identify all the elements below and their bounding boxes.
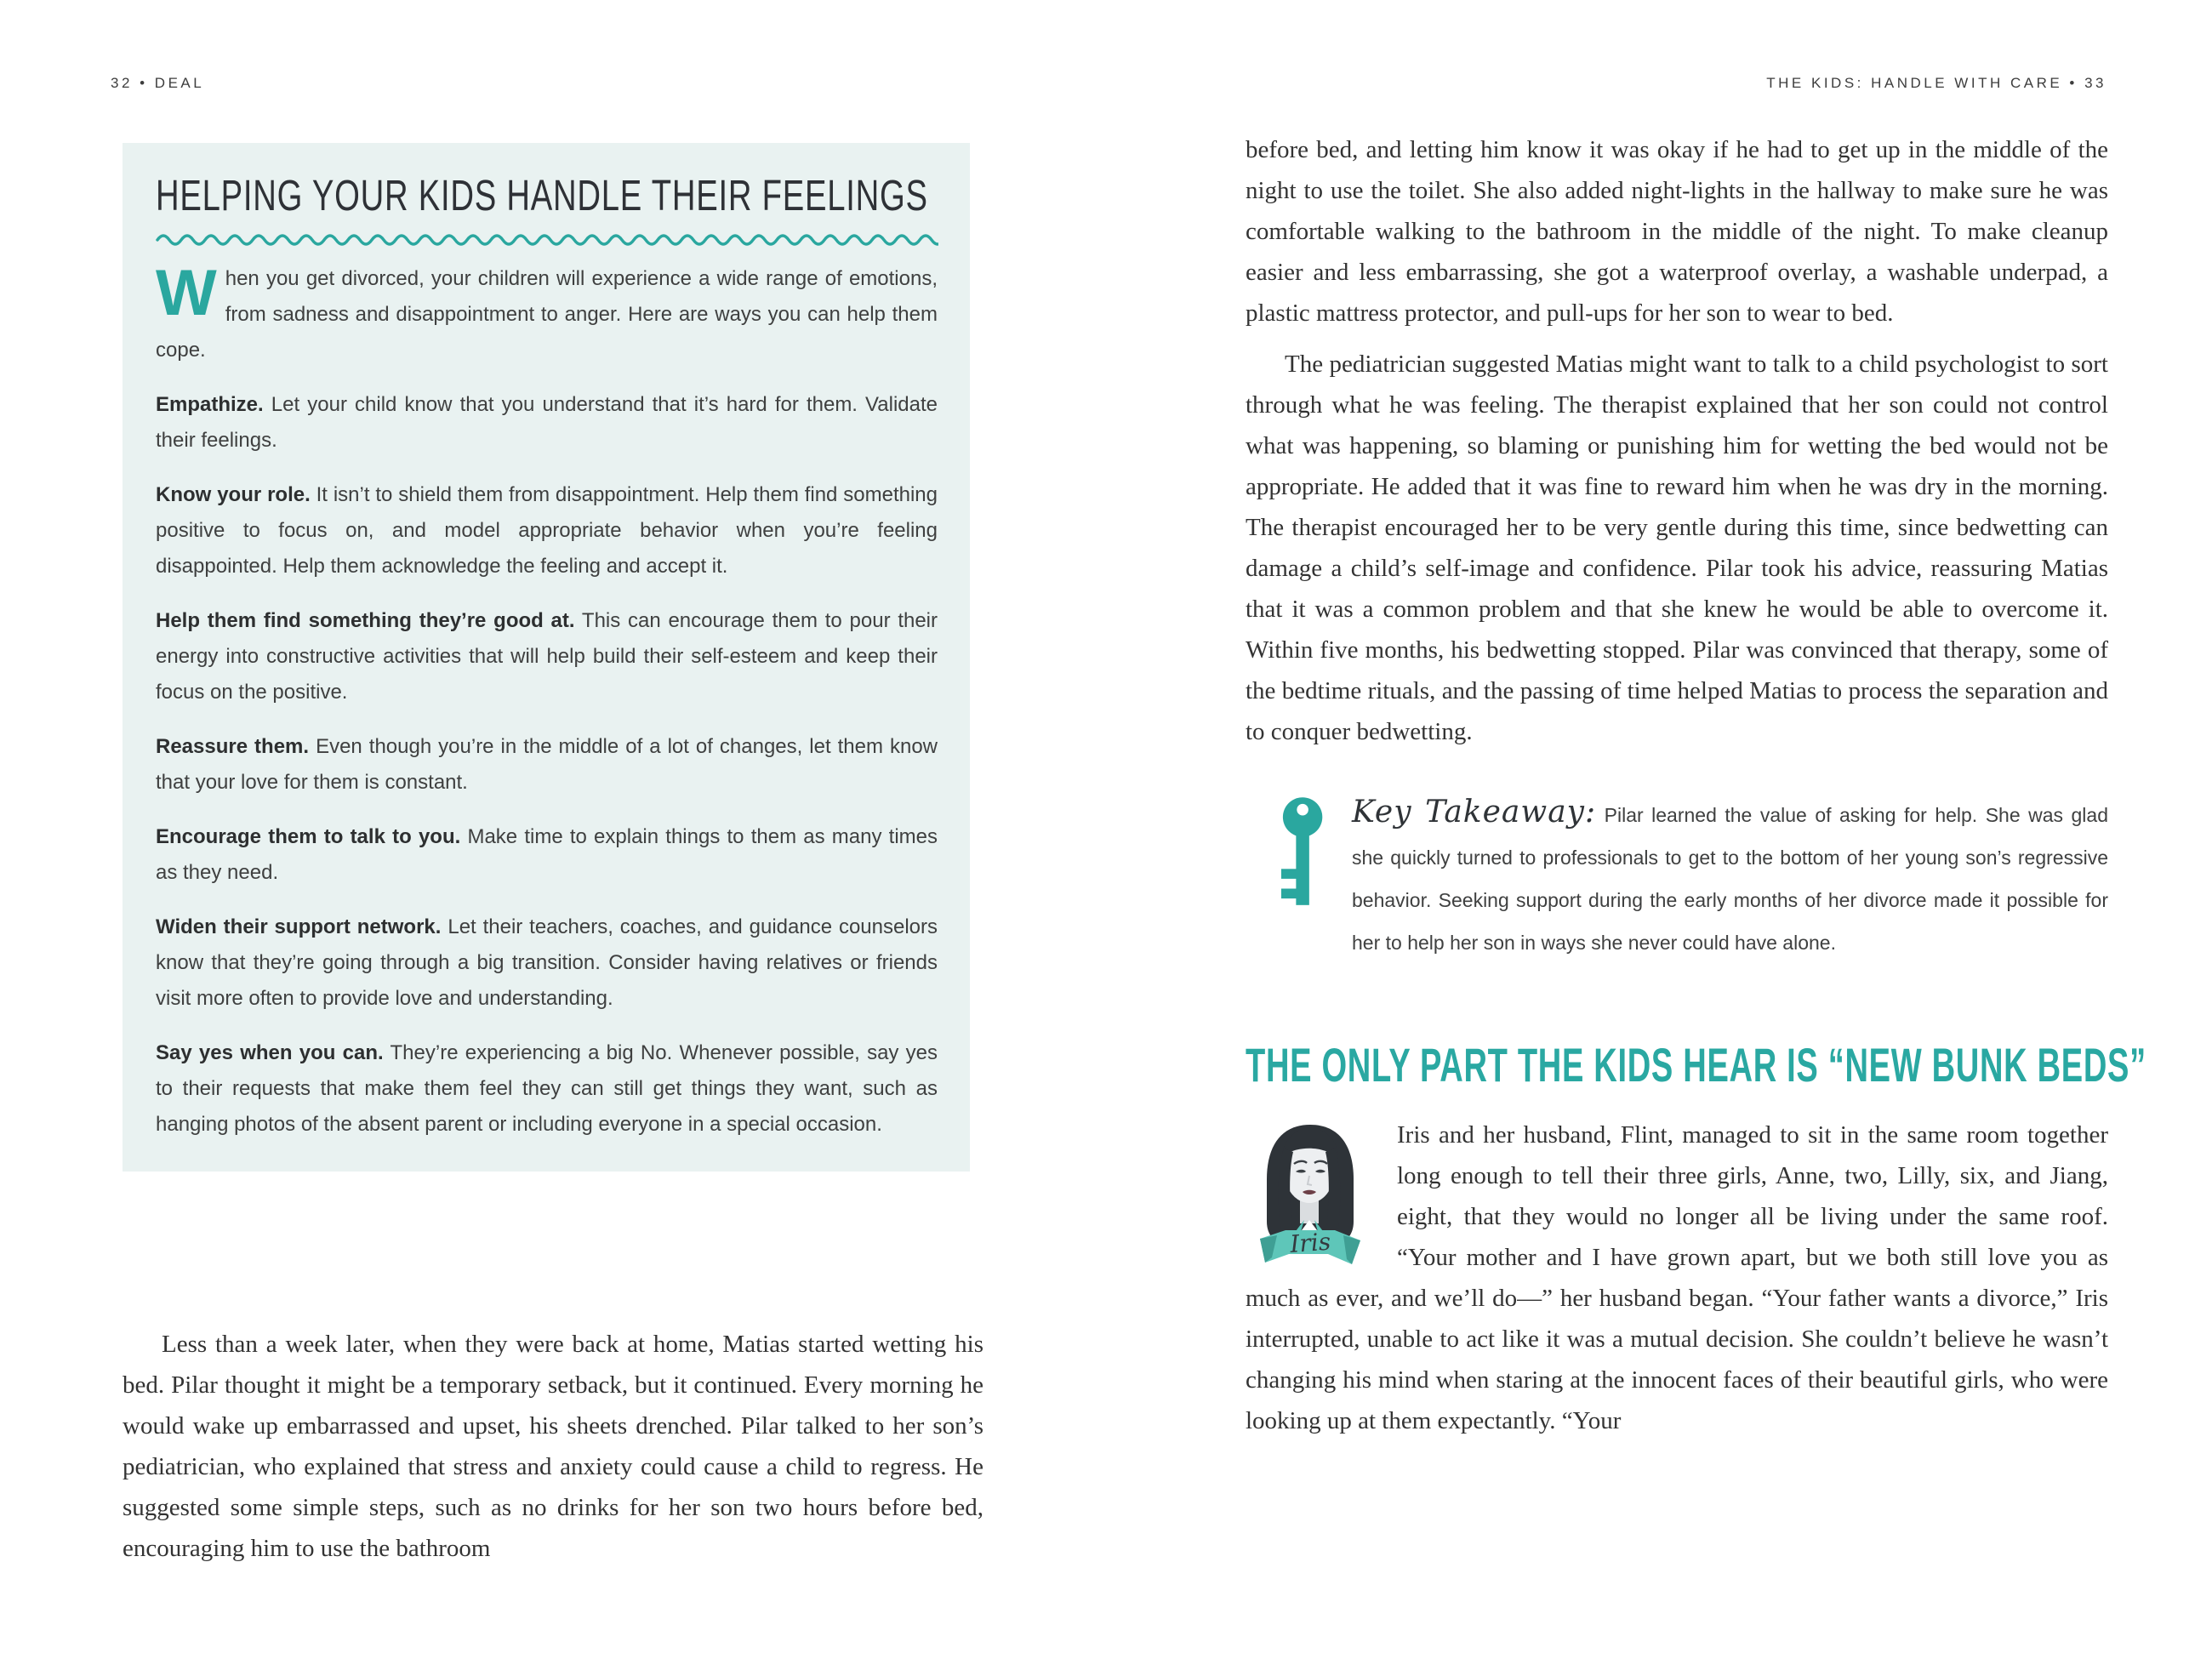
key-takeaway-paragraph [1352, 791, 2108, 964]
right-paragraph-1: before bed, and letting him know it was okay if he had to get up in the middle of the night to use the toilet. She also added night-lights in the hallway to make sure he was comfortable walking to the bathroom in the middle of the night. To make cleanup easier and less embarrassing, she got a waterproof overlay, a washable underpad, a plastic mattress protector, and pull-ups for her son to wear to bed. [1246, 136, 2108, 327]
right-page-flow [1246, 129, 2146, 1441]
tip-lead: Know your role. [156, 483, 311, 506]
iris-story-block [1246, 1115, 2108, 1441]
key-takeaway-lead: Key Takeaway: [1352, 795, 1597, 830]
page-right [1246, 0, 2146, 1659]
right-paragraph-2: The pediatrician suggested Matias might want to talk to a child psychologist to sort through what he was feeling. The therapist explained that her son could not control what was happening, so blaming or punishing him for wetting the bed would not be appropriate. He added that it was fine to reward him when he was dry in the morning. The therapist encouraged her to be very gentle during this time, since bedwetting can damage a child’s self-image and confidence. Pilar took his advice, reassuring Matias that it was a common problem and that she knew he would be able to overcome it. Within five months, his bedwetting stopped. Pilar was convinced that therapy, some of the bedtime rituals, and the passing of time helped Matias to process the separation and to conquer bedwetting. [1246, 351, 2108, 745]
tip-text: This can encourage them to pour their energy into constructive activities that will help build their self-esteem and keep their focus on the positive. [156, 609, 938, 704]
tip-text: Even though you’re in the middle of a lot of changes, let them know that your love for them is constant. [156, 735, 938, 794]
tip-encourage-talk [156, 819, 938, 891]
tip-lead: Encourage them to talk to you. [156, 825, 461, 848]
running-head-right: THE KIDS: HANDLE WITH CARE • 33 [1766, 75, 2107, 91]
tip-text: Let your child know that you understand that it’s hard for them. Validate their feelings. [156, 393, 938, 452]
tip-text: Make time to explain things to them as many times as they need. [156, 825, 938, 884]
tip-say-yes [156, 1035, 938, 1143]
key-icon [1280, 796, 1330, 907]
tip-lead: Help them find something they’re good at. [156, 609, 575, 632]
left-body-paragraph: Less than a week later, when they were back at home, Matias started wetting his bed. Pilar thought it might be a temporary setback, but it continued. Every morning he would wake up embarrassed and upset, his sheets drenched. Pilar talked to her son’s pediatrician, who explained that stress and anxiety could cause a child to regress. He suggested some simple steps, such as no drinks for her son two hours before bed, encouraging him to use the bathroom [123, 1331, 983, 1562]
tip-lead: Widen their support network. [156, 915, 442, 938]
dropcap-letter: W [156, 257, 217, 329]
iris-portrait-illustration [1246, 1120, 1375, 1266]
running-head-left: 32 • DEAL [111, 75, 205, 91]
box-title: HELPING YOUR KIDS HANDLE THEIR FEELINGS [156, 171, 928, 219]
callout-box [123, 143, 970, 1172]
section-heading-new-bunk-beds: THE ONLY PART THE KIDS HEAR IS “NEW BUNK BEDS” [1246, 1038, 2146, 1092]
wavy-divider-icon [156, 232, 938, 248]
tip-support-network [156, 909, 938, 1017]
tip-lead: Say yes when you can. [156, 1041, 384, 1064]
tip-lead: Empathize. [156, 393, 264, 416]
tip-text: They’re experiencing a big No. Whenever possible, say yes to their requests that make them feel they can still get things they want, such as hanging photos of the absent parent or including everyone in a special occasion. [156, 1041, 938, 1136]
key-takeaway-text: Pilar learned the value of asking for help. She was glad she quickly turned to professionals to get to the bottom of her young son’s regressive behavior. Seeking support during the early months of her divorce made it possible for her to help her son in ways she never could have alone. [1352, 804, 2108, 954]
box-intro [156, 257, 938, 368]
box-intro-text: hen you get divorced, your children will experience a wide range of emotions, from sadness and disappointment to anger. Here are ways you can help them cope. [156, 267, 938, 362]
key-takeaway-callout [1246, 791, 2108, 964]
tip-reassure [156, 729, 938, 801]
iris-portrait-label: Iris [1289, 1227, 1332, 1258]
tip-text: It isn’t to shield them from disappointment. Help them find something positive to focus on, and model appropriate behavior when you’re feeling disappointed. Help them acknowledge the feeling and accept it. [156, 483, 938, 578]
iris-paragraph: Iris and her husband, Flint, managed to sit in the same room together long enough to tell their three girls, Anne, two, Lilly, six, and Jiang, eight, that they would no longer all be living under the same roof. “Your mother and I have grown apart, but we both still love you as much as ever, and we’ll do—” her husband began. “Your father wants a divorce,” Iris interrupted, unable to act like it was a mutual decision. She couldn’t believe he wasn’t changing his mind when staring at the innocent faces of their beautiful girls, who were looking up at them expectantly. “Your [1246, 1121, 2108, 1434]
tip-know-your-role [156, 477, 938, 584]
tip-lead: Reassure them. [156, 735, 310, 758]
tip-empathize [156, 387, 938, 459]
page-left [123, 0, 983, 1659]
tip-text: Let their teachers, coaches, and guidance counselors know that they’re going through a big transition. Consider having relatives or friends visit more often to provide love and understanding. [156, 915, 938, 1010]
tip-something-good-at [156, 603, 938, 710]
